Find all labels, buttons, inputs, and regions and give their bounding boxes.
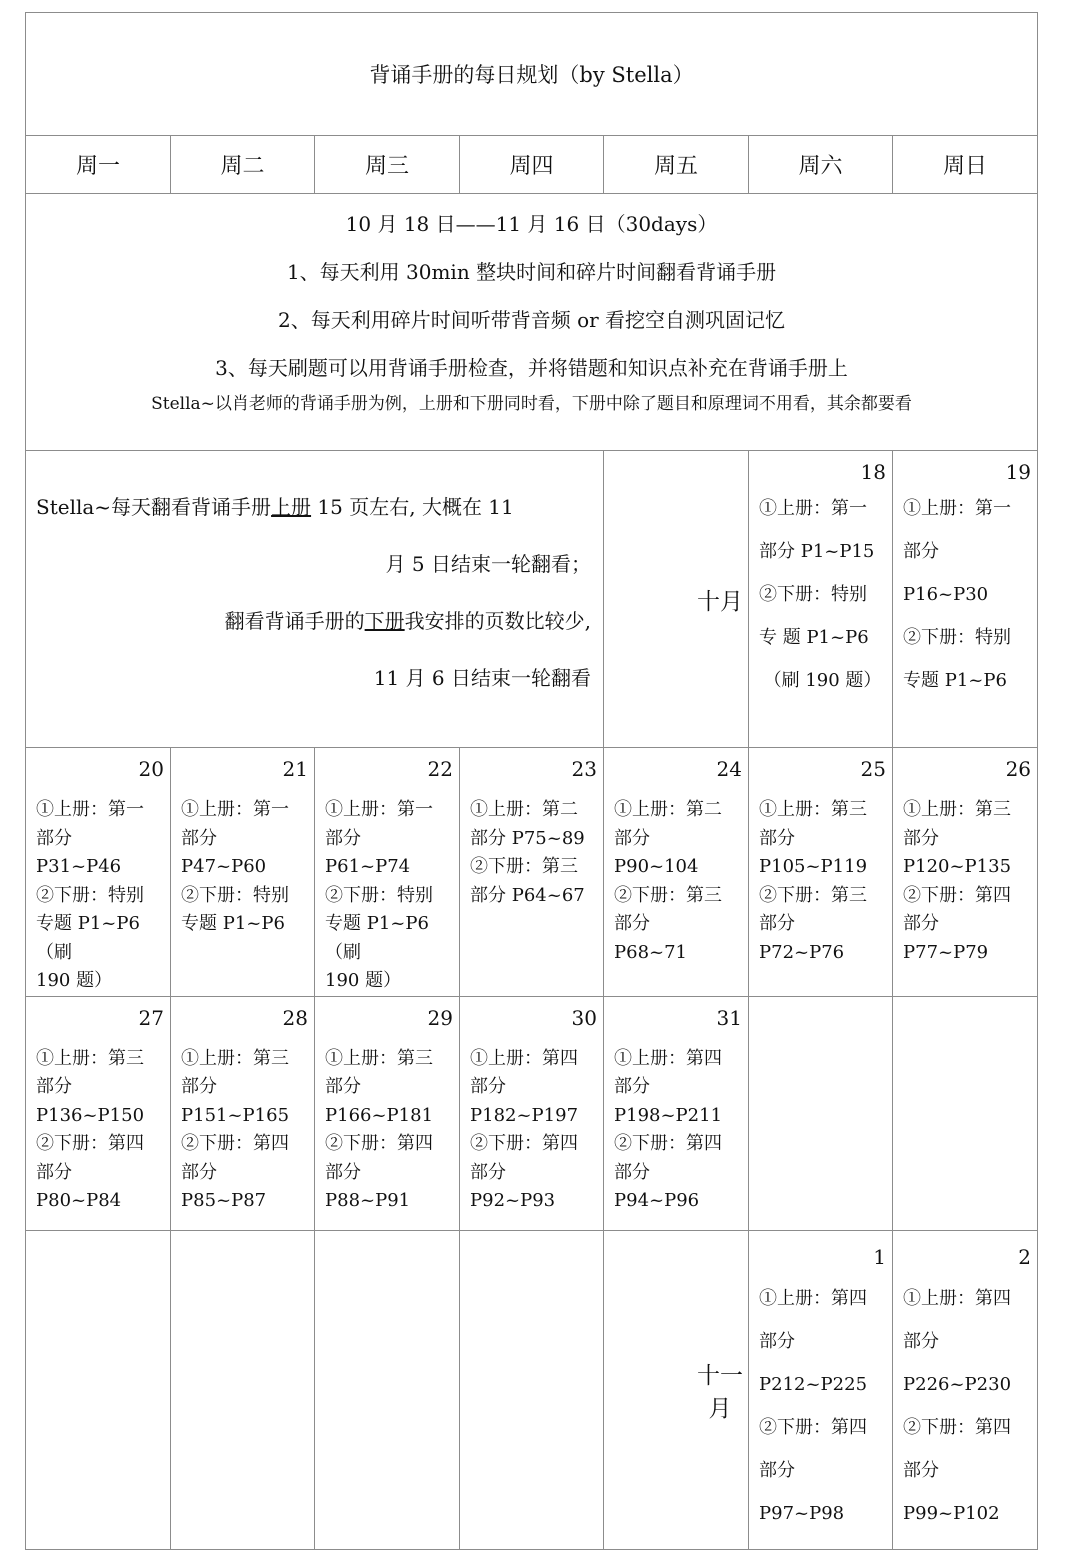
plan-line: P92~P93 [470, 1190, 556, 1211]
day-cell-27 [26, 996, 171, 1230]
plan-line: P80~P84 [36, 1190, 122, 1211]
month-label-november: 十一月 [604, 1230, 749, 1549]
plan-line: ②下册：第三 [614, 884, 722, 906]
plan-line: P166~P181 [325, 1104, 434, 1126]
day-number: 27 [138, 1005, 164, 1030]
plan-line: P94~P96 [614, 1190, 700, 1211]
day-number: 30 [571, 1005, 597, 1030]
plan-line: P88~P91 [325, 1190, 411, 1211]
plan-line: 部分 [614, 1161, 650, 1183]
day-number: 29 [427, 1005, 453, 1030]
rule-3: 3、每天刷题可以用背诵手册检查，并将错题和知识点补充在背诵手册上 [215, 356, 848, 380]
plan-line: P47~P60 [181, 856, 267, 877]
day-plan [181, 796, 308, 939]
intro-text: 我安排的页数比较少, [404, 609, 591, 633]
footnote: Stella~以肖老师的背诵手册为例，上册和下册同时看，下册中除了题目和原理词不用看，其余都要看 [151, 394, 912, 414]
plan-line: P212~P225 [759, 1373, 868, 1395]
plan-line: P16~P30 [903, 584, 989, 605]
plan-line: ①上册：第三 [759, 799, 867, 820]
day-cell-23 [460, 748, 604, 997]
plan-line: 190 题） [36, 970, 113, 991]
day-number: 18 [860, 460, 886, 484]
day-number: 25 [860, 757, 886, 781]
plan-line: P77~P79 [903, 941, 989, 963]
intro-line-2: 月 5 日结束一轮翻看； [385, 552, 591, 576]
plan-line: ①上册：第三 [181, 1047, 289, 1069]
day-plan [470, 796, 597, 910]
day-cell-nov-1 [749, 1230, 893, 1549]
intro-text: 15 页左右, 大概在 11 [311, 495, 514, 519]
date-range: 10 月 18 日——11 月 16 日（30days） [345, 212, 718, 236]
plan-line: （刷 190 题） [763, 670, 882, 691]
plan-line: P99~P102 [903, 1502, 1000, 1524]
empty-cell [893, 996, 1038, 1230]
day-cell-20 [26, 748, 171, 997]
plan-line: 部分 P1~P15 [759, 541, 875, 562]
day-cell-24 [604, 748, 749, 997]
plan-line: ①上册：第四 [759, 1287, 867, 1309]
plan-line: 部分 [759, 1330, 795, 1352]
plan-line: ②下册：第四 [759, 1416, 867, 1438]
day-number: 23 [571, 757, 597, 781]
plan-line: ①上册：第一 [759, 498, 867, 519]
intro-cell [26, 451, 604, 748]
day-plan [759, 796, 886, 967]
plan-line: ①上册：第三 [36, 1047, 144, 1069]
plan-line: 部分 [325, 1076, 361, 1097]
plan-line: 部分 [614, 913, 650, 934]
plan-line: ①上册：第一 [903, 498, 1011, 519]
plan-line: 部分 [759, 1459, 795, 1481]
plan-line: ②下册：第四 [470, 1133, 578, 1154]
day-plan [614, 1045, 742, 1216]
plan-line: ②下册：第四 [325, 1133, 433, 1154]
plan-line: 部分 [325, 1161, 361, 1183]
plan-line: P97~P98 [759, 1502, 845, 1524]
plan-line: 部分 [614, 827, 650, 849]
day-plan [36, 796, 164, 996]
empty-cell [460, 1230, 604, 1549]
plan-line: 部分 [614, 1076, 650, 1097]
plan-line: ①上册：第二 [614, 799, 722, 820]
notes-cell [26, 194, 1038, 451]
plan-line: 部分 [470, 1076, 506, 1097]
day-plan [903, 796, 1031, 967]
plan-line: P31~P46 [36, 856, 122, 877]
plan-line: ②下册：特别 [759, 584, 867, 605]
plan-line: 部分 P75~89 [470, 827, 585, 849]
plan-line: 部分 [903, 541, 939, 562]
plan-line: P226~P230 [903, 1373, 1012, 1395]
plan-line: ①上册：第二 [470, 799, 578, 820]
plan-line: ②下册：特别 [36, 884, 144, 906]
intro-underlined-volume2: 下册 [364, 609, 405, 633]
plan-line: ②下册：第四 [36, 1133, 144, 1154]
plan-line: ②下册：特别 [181, 884, 289, 906]
plan-line: P61~P74 [325, 856, 411, 877]
plan-line: ②下册：特别 [903, 627, 1011, 648]
weekday-fri: 周五 [604, 136, 749, 194]
plan-line: ②下册：第三 [470, 856, 578, 877]
plan-line: ②下册：第四 [614, 1133, 722, 1154]
weekday-header-row [26, 136, 1038, 194]
plan-line: 专 题 P1~P6 [759, 627, 869, 648]
plan-line: 部分 [181, 1161, 217, 1183]
day-cell-nov-2 [893, 1230, 1038, 1549]
plan-line: P90~104 [614, 856, 699, 877]
day-cell-29 [315, 996, 460, 1230]
plan-line: 部分 [759, 827, 795, 849]
plan-line: ①上册：第一 [36, 799, 144, 820]
intro-line-4: 11 月 6 日结束一轮翻看 [373, 666, 591, 690]
title-cell [26, 13, 1038, 136]
day-cell-30 [460, 996, 604, 1230]
plan-line: 部分 [903, 827, 939, 849]
plan-line: P72~P76 [759, 941, 845, 963]
plan-line: P105~P119 [759, 856, 868, 877]
plan-line: ②下册：第四 [181, 1133, 289, 1154]
page-title: 背诵手册的每日规划（by Stella） [369, 63, 694, 87]
day-number: 26 [1005, 757, 1032, 781]
plan-line: 部分 [36, 1161, 72, 1183]
day-plan [470, 1045, 597, 1216]
plan-line: 部分 [325, 827, 361, 849]
plan-line: ②下册：特别 [325, 884, 433, 906]
plan-line: 部分 P64~67 [470, 884, 585, 906]
plan-line: ①上册：第四 [470, 1047, 578, 1069]
plan-line: P198~P211 [614, 1104, 723, 1126]
plan-line: ①上册：第三 [325, 1047, 433, 1069]
day-number: 31 [716, 1005, 742, 1030]
day-plan [759, 1277, 886, 1535]
plan-line: ②下册：第四 [903, 1416, 1011, 1438]
plan-line: 部分 [903, 1459, 939, 1481]
plan-line: 部分 [36, 1076, 72, 1097]
plan-line: P68~71 [614, 941, 688, 963]
plan-line: 专题 P1~P6（刷 [325, 913, 429, 963]
day-plan [614, 796, 742, 967]
day-number: 19 [1005, 460, 1032, 484]
day-number: 20 [138, 757, 164, 781]
day-cell-31 [604, 996, 749, 1230]
day-cell-25 [749, 748, 893, 997]
day-plan [903, 487, 1031, 702]
plan-line: 专题 P1~P6 [903, 670, 1007, 691]
plan-table [25, 12, 1038, 1550]
day-cell-28 [171, 996, 315, 1230]
intro-underlined-volume1: 上册 [271, 495, 312, 519]
plan-line: 部分 [903, 1330, 939, 1352]
plan-line: ①上册：第一 [181, 799, 289, 820]
day-plan [759, 487, 886, 702]
month-label-october: 十月 [604, 451, 749, 748]
weekday-tue: 周二 [171, 136, 315, 194]
empty-cell [171, 1230, 315, 1549]
empty-cell [315, 1230, 460, 1549]
day-cell-19 [893, 451, 1038, 748]
plan-line: 部分 [181, 827, 217, 849]
plan-line: 部分 [759, 913, 795, 934]
day-plan [181, 1045, 308, 1216]
day-plan [903, 1277, 1031, 1535]
plan-line: 部分 [903, 913, 939, 934]
plan-line: ②下册：第四 [903, 884, 1011, 906]
plan-line: ①上册：第三 [903, 799, 1011, 820]
intro-line-3 [36, 593, 591, 650]
weekday-thu: 周四 [460, 136, 604, 194]
day-number: 28 [282, 1005, 308, 1030]
intro-text: Stella~每天翻看背诵手册 [36, 495, 272, 519]
weekday-wed: 周三 [315, 136, 460, 194]
plan-line: 部分 [470, 1161, 506, 1183]
day-number: 21 [282, 757, 308, 781]
day-cell-18 [749, 451, 893, 748]
day-number: 2 [1018, 1244, 1032, 1269]
weekday-sun: 周日 [893, 136, 1038, 194]
plan-line: ①上册：第四 [614, 1047, 722, 1069]
plan-line: P120~P135 [903, 856, 1012, 877]
day-number: 1 [873, 1244, 886, 1269]
rule-1: 1、每天利用 30min 整块时间和碎片时间翻看背诵手册 [286, 260, 777, 284]
day-number: 24 [716, 757, 742, 781]
empty-cell [749, 996, 893, 1230]
day-plan [325, 796, 453, 996]
weekday-sat: 周六 [749, 136, 893, 194]
empty-cell [26, 1230, 171, 1549]
plan-line: 190 题） [325, 970, 402, 991]
rule-2: 2、每天利用碎片时间听带背音频 or 看挖空自测巩固记忆 [277, 308, 786, 332]
day-cell-26 [893, 748, 1038, 997]
plan-line: ①上册：第四 [903, 1287, 1011, 1309]
day-plan [325, 1045, 453, 1216]
plan-line: ②下册：第三 [759, 884, 867, 906]
day-plan [36, 1045, 164, 1216]
day-number: 22 [427, 757, 453, 781]
plan-line: P85~P87 [181, 1190, 267, 1211]
weekday-mon: 周一 [26, 136, 171, 194]
plan-line: 专题 P1~P6 [181, 913, 285, 934]
plan-line: P182~P197 [470, 1104, 579, 1126]
plan-line: P136~P150 [36, 1104, 145, 1126]
intro-text: 翻看背诵手册的 [224, 609, 365, 633]
plan-line: ①上册：第一 [325, 799, 433, 820]
intro-line-1 [36, 479, 591, 536]
day-cell-22 [315, 748, 460, 997]
plan-line: 部分 [181, 1076, 217, 1097]
plan-line: P151~P165 [181, 1104, 290, 1126]
plan-line: 部分 [36, 827, 72, 849]
day-cell-21 [171, 748, 315, 997]
plan-line: 专题 P1~P6（刷 [36, 913, 140, 963]
